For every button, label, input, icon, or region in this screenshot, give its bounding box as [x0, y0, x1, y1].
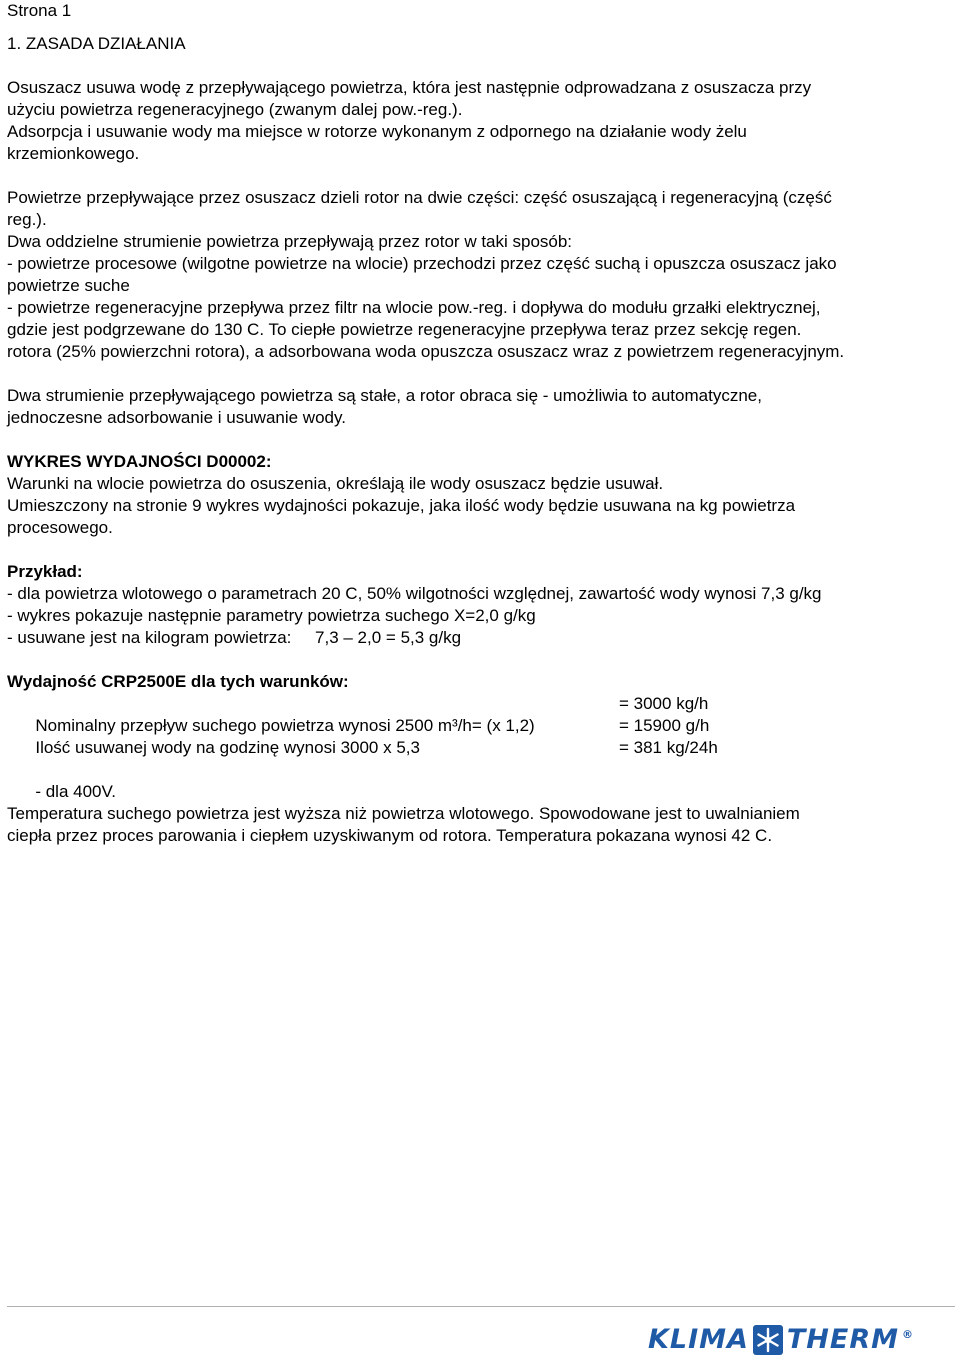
- capacity-row-label: Nominalny przepływ suchego powietrza wynosi 2500 m³/h= (x 1,2): [35, 716, 535, 735]
- intro-paragraph: [7, 77, 955, 165]
- intro-line: krzemionkowego.: [7, 144, 140, 163]
- capacity-row-value: = 381 kg/24h: [619, 738, 718, 757]
- flow-line: Powietrze przepływające przez osuszacz dzieli rotor na dwie części: część osuszającą i regeneracyjną (część: [7, 188, 832, 207]
- footer-divider: [7, 1306, 955, 1307]
- page-label: Strona 1: [7, 1, 72, 20]
- intro-line: użyciu powietrza regeneracyjnego (zwanym dalej pow.-reg.).: [7, 100, 463, 119]
- capacity-row-value: = 3000 kg/h: [619, 694, 709, 713]
- chart-section: [7, 451, 955, 539]
- section-title: 1. ZASADA DZIAŁANIA: [7, 34, 186, 53]
- chart-section-title: WYKRES WYDAJNOŚCI D00002:: [7, 452, 272, 471]
- capacity-row: [7, 759, 955, 801]
- flow-line: rotora (25% powierzchni rotora), a adsorbowana woda opuszcza osuszacz wraz z powietrzem regeneracyjnym.: [7, 342, 845, 361]
- example-line: - usuwane jest na kilogram powietrza: 7,3 – 2,0 = 5,3 g/kg: [7, 628, 462, 647]
- flow-line: Dwa oddzielne strumienie powietrza przepływają przez rotor w taki sposób:: [7, 232, 573, 251]
- example-line: - dla powietrza wlotowego o parametrach 20 C, 50% wilgotności względnej, zawartość wody wynosi 7,3 g/kg: [7, 584, 822, 603]
- flow-line: gdzie jest podgrzewane do 130 C. To ciepłe powietrze regeneracyjne przepływa teraz przez sekcję regen.: [7, 320, 802, 339]
- logo-text-left: KLIMA: [647, 1324, 749, 1355]
- logo-text-right: THERM: [786, 1324, 899, 1355]
- streams-line: Dwa strumienie przepływającego powietrza są stałe, a rotor obraca się - umożliwia to automatyczne,: [7, 386, 762, 405]
- capacity-section: [7, 671, 955, 801]
- capacity-row-label: Ilość usuwanej wody na godzinę wynosi 3000 x 5,3: [35, 738, 420, 757]
- snowflake-sun-icon: [752, 1324, 784, 1356]
- chart-section-line: procesowego.: [7, 518, 113, 537]
- document-page: [7, 0, 955, 847]
- streams-line: jednoczesne adsorbowanie i usuwanie wody.: [7, 408, 346, 427]
- capacity-title: Wydajność CRP2500E dla tych warunków:: [7, 672, 349, 691]
- example-line: - wykres pokazuje następnie parametry powietrza suchego X=2,0 g/kg: [7, 606, 536, 625]
- chart-section-line: Umieszczony na stronie 9 wykres wydajności pokazuje, jaka ilość wody będzie usuwana na kg powietrza: [7, 496, 796, 515]
- chart-section-line: Warunki na wlocie powietrza do osuszenia, określają ile wody osuszacz będzie usuwał.: [7, 474, 664, 493]
- intro-line: Osuszacz usuwa wodę z przepływającego powietrza, która jest następnie odprowadzana z osuszacza przy: [7, 78, 812, 97]
- temperature-line: Temperatura suchego powietrza jest wyższa niż powietrza wlotowego. Spowodowane jest to uwalnianiem: [7, 804, 800, 823]
- flow-paragraph: [7, 187, 955, 363]
- capacity-row-label: - dla 400V.: [35, 782, 117, 801]
- intro-line: Adsorpcja i usuwanie wody ma miejsce w rotorze wykonanym z odpornego na działanie wody żelu: [7, 122, 747, 141]
- flow-line: - powietrze regeneracyjne przepływa przez filtr na wlocie pow.-reg. i dopływa do modułu grzałki elektrycznej,: [7, 298, 821, 317]
- registered-mark: ®: [902, 1328, 914, 1341]
- example-title: Przykład:: [7, 562, 83, 581]
- temperature-paragraph: [7, 803, 955, 847]
- klima-therm-logo: [648, 1322, 914, 1358]
- flow-line: reg.).: [7, 210, 47, 229]
- temperature-line: ciepła przez proces parowania i ciepłem uzyskiwanym od rotora. Temperatura pokazana wynosi 42 C.: [7, 826, 773, 845]
- flow-line: powietrze suche: [7, 276, 130, 295]
- example-section: [7, 561, 955, 649]
- streams-paragraph: [7, 385, 955, 429]
- flow-line: - powietrze procesowe (wilgotne powietrze na wlocie) przechodzi przez część suchą i opuszcza osuszacz jako: [7, 254, 837, 273]
- capacity-row: [7, 737, 955, 759]
- capacity-row-value: = 15900 g/h: [619, 716, 710, 735]
